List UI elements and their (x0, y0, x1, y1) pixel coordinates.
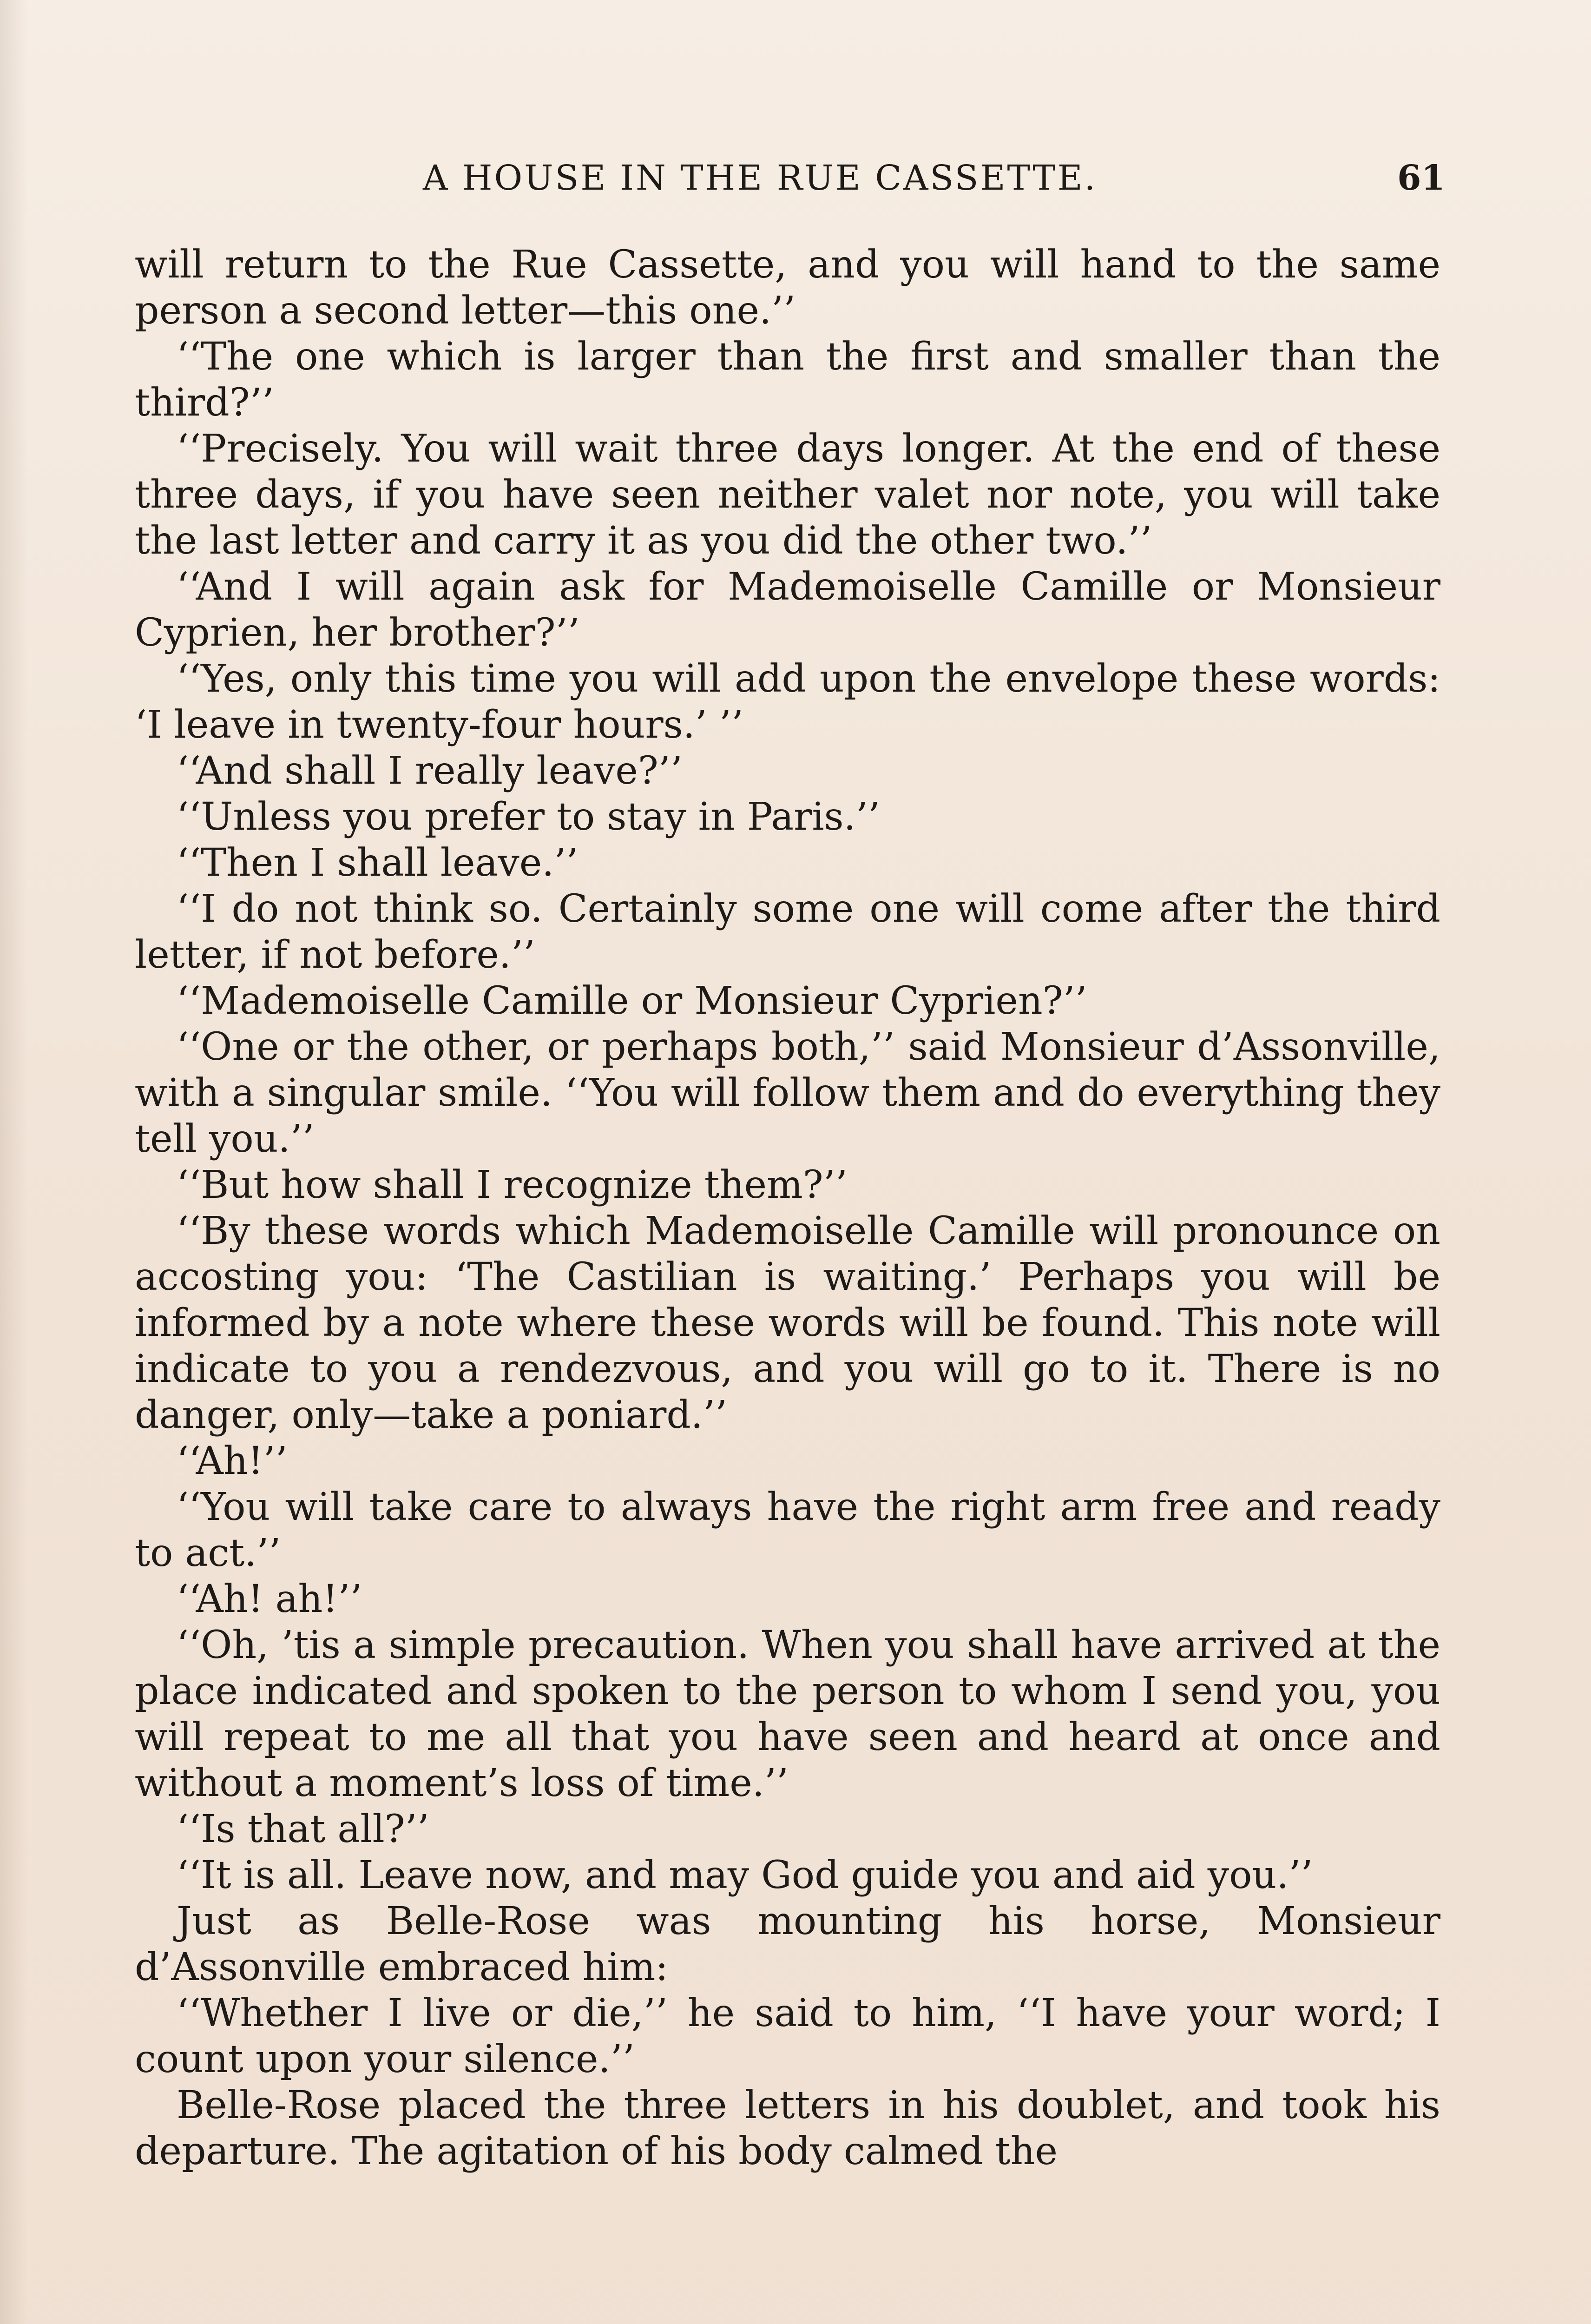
body-text (135, 242, 1440, 2174)
paragraph: ‘‘Is that all?’’ (177, 1807, 429, 1851)
paragraph: Belle-Rose placed the three letters in his doublet, and took his departure. The agitation of his body calmed the (135, 2083, 1440, 2173)
paragraph: Just as Belle-Rose was mounting his horse, Monsieur d’Assonville embraced him: (135, 1899, 1440, 1989)
paragraph: ‘‘I do not think so. Certainly some one will come after the third letter, if not before.’’ (135, 887, 1440, 977)
paragraph: ‘‘But how shall I recognize them?’’ (177, 1163, 848, 1207)
running-title: A HOUSE IN THE RUE CASSETTE. (423, 158, 1098, 198)
paragraph: ‘‘Unless you prefer to stay in Paris.’’ (177, 795, 880, 839)
paragraph: ‘‘It is all. Leave now, and may God guide you and aid you.’’ (177, 1853, 1313, 1897)
paragraph: ‘‘Ah!’’ (177, 1439, 288, 1483)
paragraph: ‘‘And I will again ask for Mademoiselle Camille or Monsieur Cyprien, her brother?’’ (135, 565, 1440, 655)
paragraph: ‘‘Whether I live or die,’’ he said to him, ‘‘I have your word; I count upon your silence.’’ (135, 1991, 1440, 2081)
paragraph: ‘‘The one which is larger than the first and smaller than the third?’’ (135, 335, 1440, 425)
paragraph: ‘‘Precisely. You will wait three days longer. At the end of these three days, if you have seen neither valet nor note, you will take the last letter and carry it as you did the other two.’’ (135, 427, 1440, 563)
paragraph: ‘‘And shall I really leave?’’ (177, 749, 683, 793)
paragraph: will return to the Rue Cassette, and you will hand to the same person a second letter—this one.’’ (135, 243, 1440, 333)
paragraph: ‘‘Ah! ah!’’ (177, 1577, 362, 1621)
page-header (135, 158, 1445, 209)
paragraph: ‘‘Yes, only this time you will add upon the envelope these words: ‘I leave in twenty-four hours.’ ’’ (135, 657, 1440, 747)
paragraph: ‘‘Then I shall leave.’’ (177, 841, 579, 885)
paragraph: ‘‘One or the other, or perhaps both,’’ said Monsieur d’Assonville, with a singular smile. ‘‘You will follow them and do everything they tell you.’’ (135, 1025, 1440, 1161)
paragraph: ‘‘Mademoiselle Camille or Monsieur Cyprien?’’ (177, 979, 1087, 1023)
paragraph: ‘‘Oh, ’tis a simple precaution. When you shall have arrived at the place indicated and spoken to the person to whom I send you, you will repeat to me all that you have seen and heard at once and without a moment’s loss of time.’’ (135, 1623, 1440, 1805)
paragraph: ‘‘You will take care to always have the right arm free and ready to act.’’ (135, 1485, 1440, 1575)
page-number: 61 (1397, 158, 1445, 198)
paragraph: ‘‘By these words which Mademoiselle Camille will pronounce on accosting you: ‘The Castilian is waiting.’ Perhaps you will be informed by a note where these words will be found. This note will indicate to you a rendezvous, and you will go to it. There is no danger, only—take a poniard.’’ (135, 1209, 1440, 1437)
